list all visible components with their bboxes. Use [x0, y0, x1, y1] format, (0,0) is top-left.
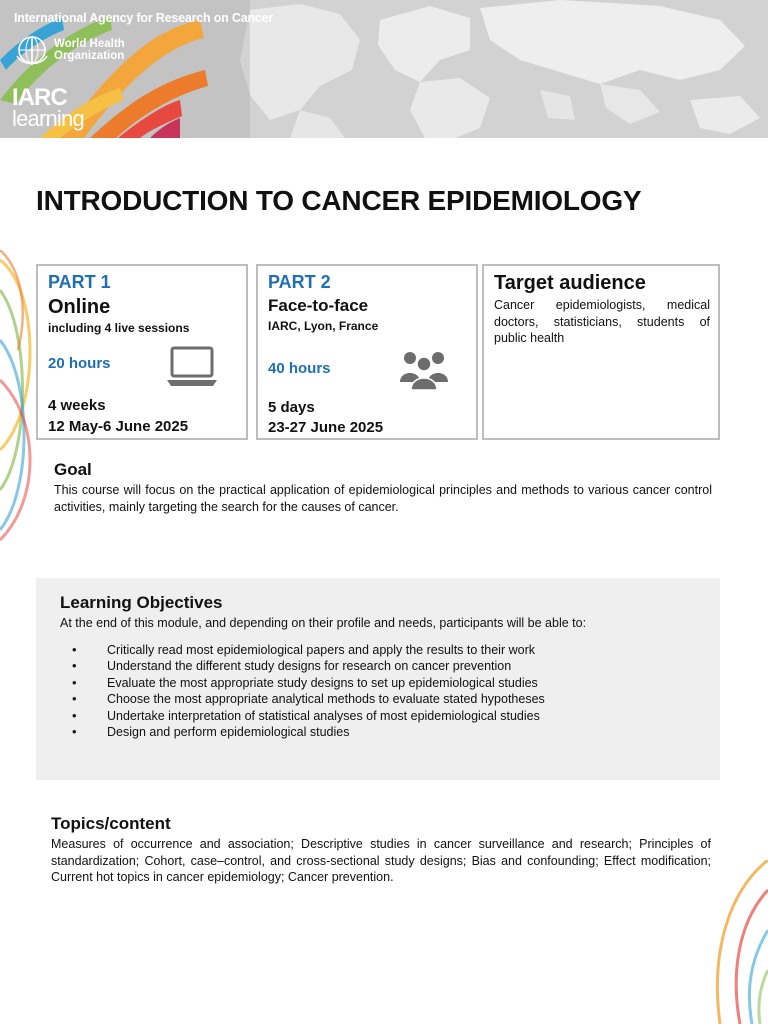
- who-line-2: Organization: [54, 50, 125, 62]
- header-banner: [0, 0, 768, 138]
- target-audience-box: [482, 264, 720, 440]
- laptop-icon: [166, 346, 218, 388]
- who-line-1: World Health: [54, 38, 125, 50]
- list-item: • Design and perform epidemiological studies: [72, 724, 545, 740]
- part1-label: PART 1: [48, 272, 111, 292]
- part1-dates: 12 May-6 June 2025: [48, 418, 189, 435]
- learning-logo-word: learning: [12, 106, 84, 131]
- part2-duration: 5 days: [268, 399, 315, 416]
- goal-heading: Goal: [54, 460, 92, 479]
- people-group-icon: [398, 348, 450, 390]
- part2-mode: Face-to-face: [268, 296, 369, 315]
- part1-hours: 20 hours: [48, 355, 111, 372]
- list-item: • Critically read most epidemiological papers and apply the results to their work: [72, 642, 545, 658]
- objectives-intro: At the end of this module, and depending on their profile and needs, participants will be able to:: [60, 616, 587, 630]
- course-title: INTRODUCTION TO CANCER EPIDEMIOLOGY: [36, 185, 642, 216]
- objectives-heading: Learning Objectives: [60, 593, 223, 612]
- part2-label: PART 2: [268, 272, 331, 292]
- part2-sub: IARC, Lyon, France: [268, 319, 379, 333]
- who-logo-text: [54, 38, 125, 62]
- part2-box: [256, 264, 478, 440]
- part2-dates: 23-27 June 2025: [268, 419, 384, 436]
- objectives-list: [72, 642, 545, 740]
- topics-heading: Topics/content: [51, 814, 171, 833]
- topics-text: Measures of occurrence and association; Descriptive studies in cancer surveillance and research; Principles of standardization; Cohort, case–control, and cross-sectional study designs; Bias and confounding; Effect modification; Current hot topics in cancer epidemiology; Cancer prevention.: [51, 837, 711, 884]
- iarc-logo-word: IARC: [12, 84, 67, 111]
- list-item: • Understand the different study designs for research on cancer prevention: [72, 658, 545, 674]
- target-audience-title: Target audience: [494, 272, 646, 294]
- part2-hours: 40 hours: [268, 360, 331, 377]
- list-item: • Choose the most appropriate analytical methods to evaluate stated hypotheses: [72, 691, 545, 707]
- target-audience-text: Cancer epidemiologists, medical doctors, statisticians, students of public health: [494, 298, 710, 345]
- who-emblem-icon: [14, 34, 50, 68]
- part1-sub: including 4 live sessions: [48, 321, 190, 335]
- part1-duration: 4 weeks: [48, 397, 106, 414]
- learning-objectives-panel: [36, 578, 720, 780]
- list-item: • Undertake interpretation of statistical analyses of most epidemiological studies: [72, 708, 545, 724]
- list-item: • Evaluate the most appropriate study designs to set up epidemiological studies: [72, 675, 545, 691]
- goal-text: This course will focus on the practical application of epidemiological principles and methods to various cancer control activities, mainly targeting the search for the causes of cancer.: [54, 483, 712, 514]
- agency-name: International Agency for Research on Cancer: [14, 11, 274, 25]
- part1-box: [36, 264, 248, 440]
- part1-mode: Online: [48, 296, 111, 318]
